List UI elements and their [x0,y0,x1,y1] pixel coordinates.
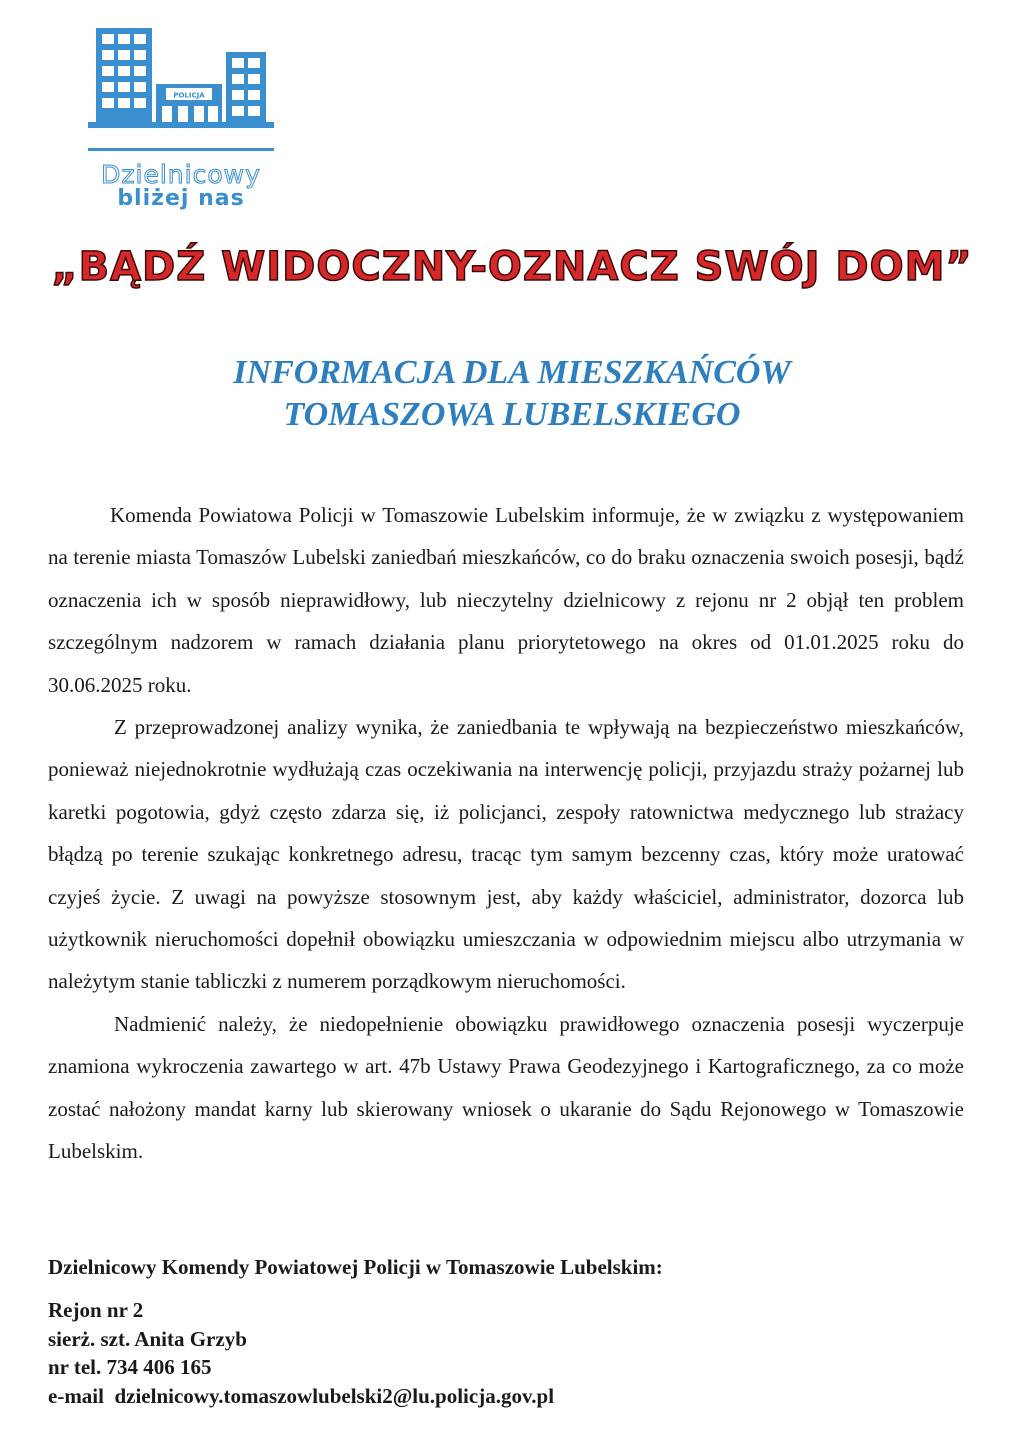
signature-title: Dzielnicowy Komendy Powiatowej Policji w Tomaszowie Lubelskim: [48,1255,663,1279]
logo [86,26,276,211]
slogan-title: „BĄDŹ WIDOCZNY-OZNACZ SWÓJ DOM” [51,244,973,290]
paragraph-3: Nadmienić należy, że niedopełnienie obowiązku prawidłowego oznaczenia posesji wyczerpuje znamiona wykroczenia zawartego w art. 47b Ustawy Prawa Geodezyjnego i Kartograficznego, za co może zostać nałożony mandat karny lub skierowany wniosek o ukaranie do Sądu Rejonowego w Tomaszowie Lubelskim. [48,1011,964,1164]
heading-line-1: INFORMACJA DLA MIESZKAŃCÓW [233,354,791,391]
signature-name: sierż. szt. Anita Grzyb [48,1326,247,1351]
paragraph-2: Z przeprowadzonej analizy wynika, że zaniedbania te wpływają na bezpieczeństwo mieszkańców, ponieważ niejednokrotnie wydłużają czas oczekiwania na interwencję policji, przyjazdu straży pożarnej lub karetki pogotowia, gdyż często zdarza się, iż policjanci, zespoły ratownictwa medycznego lub strażacy błądzą po terenie szukając konkretnego adresu, tracąc tym samym bezcenny czas, który może uratować czyjeś życie. Z uwagi na powyższe stosownym jest, aby każdy właściciel, administrator, dozorca lub użytkownik nieruchomości dopełnił obowiązku umieszczania w odpowiednim miejscu albo utrzymania w należytym stanie tabliczki z numerem porządkowym nieruchomości. [48,715,964,994]
page-heading [0,352,1024,436]
police-buildings-icon [86,26,276,160]
signature-rejon: Rejon nr 2 [48,1298,144,1322]
signature-block [48,1296,554,1410]
paragraph-1: Komenda Powiatowa Policji w Tomaszowie Lubelskim informuje, że w związku z występowaniem na terenie miasta Tomaszów Lubelski zaniedbań mieszkańców, co do braku oznaczenia swoich posesji, bądź oznaczenia ich w sposób nieprawidłowy, lub nieczytelny dzielnicowy z rejonu nr 2 objął ten problem szczególnym nadzorem w ramach działania planu priorytetowego na okres od 01.01.2025 roku do 30.06.2025 roku. [48,503,964,697]
logo-text-blizej-nas: bliżej nas [117,186,245,211]
body-text [48,494,964,1173]
signature-phone: nr tel. 734 406 165 [48,1355,212,1379]
police-sign-text: POLICJA [173,91,205,100]
signature-email: e-mail dzielnicowy.tomaszowlubelski2@lu.policja.gov.pl [48,1383,555,1408]
logo-text-dzielnicowy: Dzielnicowy [101,160,261,189]
heading-line-2: TOMASZOWA LUBELSKIEGO [283,396,741,433]
